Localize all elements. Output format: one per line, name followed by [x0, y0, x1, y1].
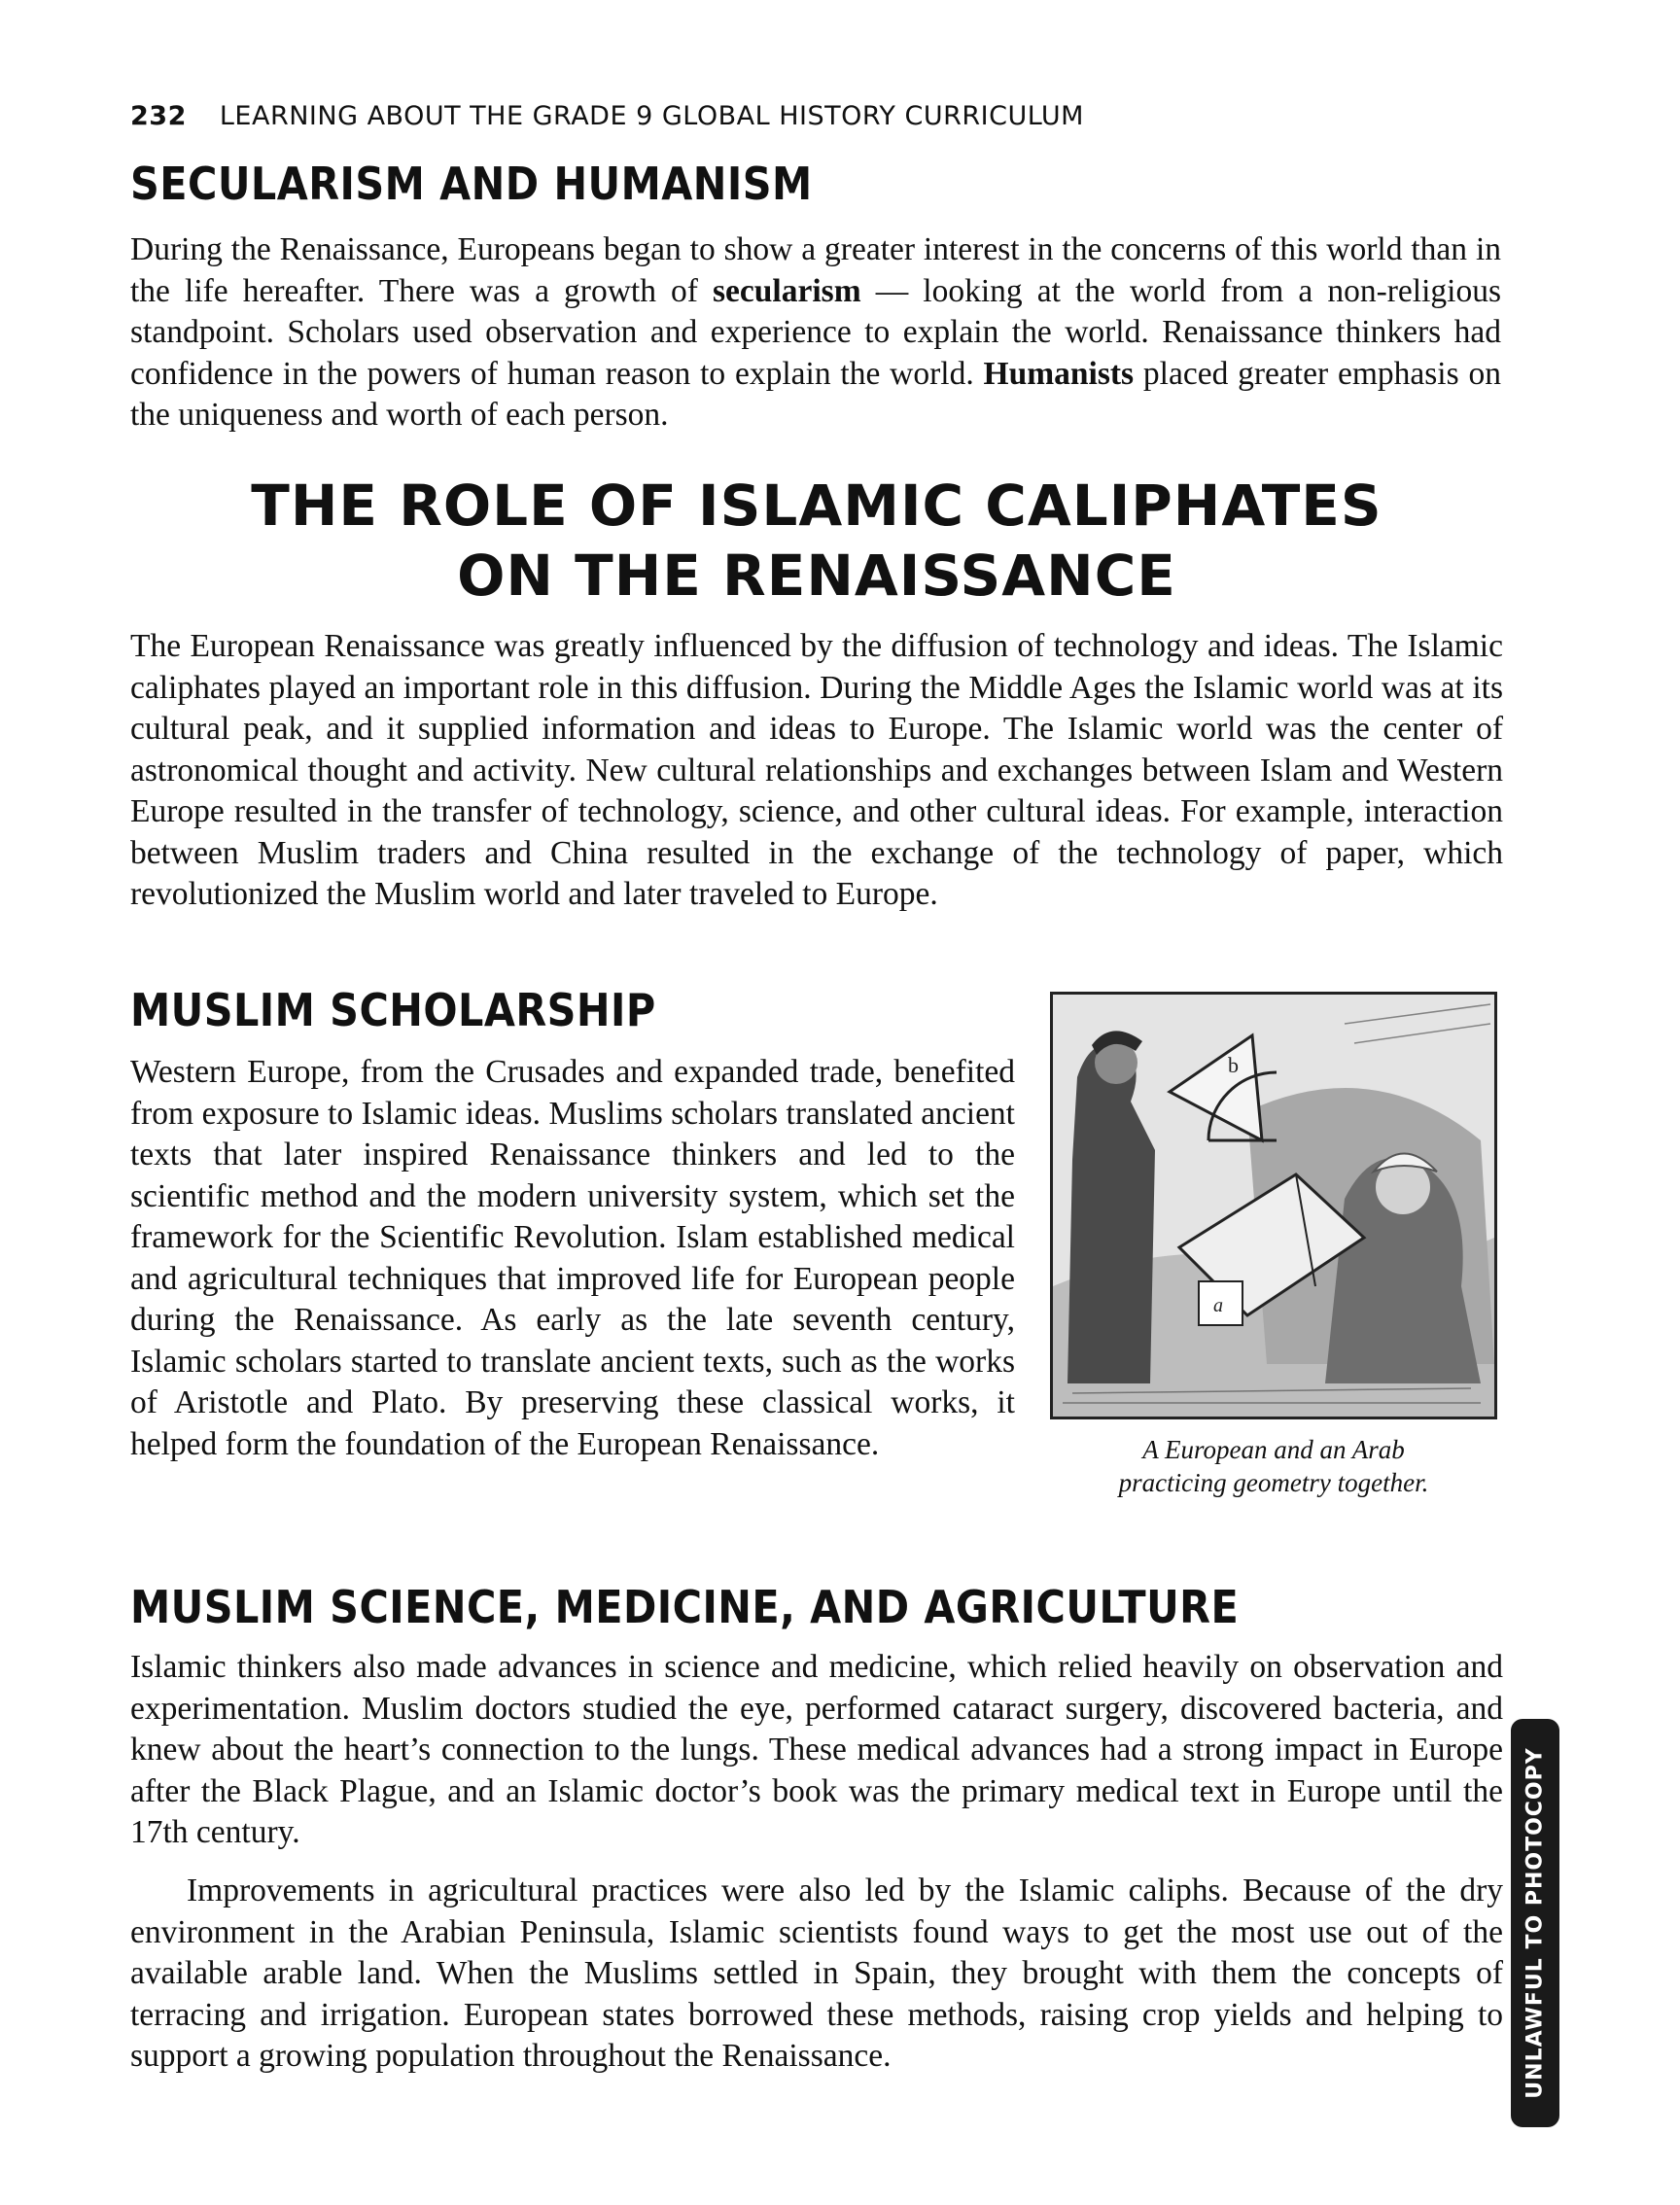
- page-number: 232: [130, 101, 187, 131]
- figure-caption: [1032, 1433, 1515, 1499]
- paragraph-science-2: Improvements in agricultural practices were also led by the Islamic caliphs. Because of the dry environment in the Arabian Peninsula, Islamic scientists found ways to get the most use out of the available arable land. When the Muslims settled in Spain, they brought with them the concepts of terracing and irrigation. European states borrowed these methods, raising crop yields and helping to support a growing population throughout the Renaissance.: [130, 1872, 1503, 2074]
- text-run: — looking at the world from a non-religious standpoint. Scholars used observation and experience to explain the world. Renaissance thinkers had confidence in the powers of human reason to explain the world.: [130, 272, 1501, 392]
- paragraph-caliphates: The European Renaissance was greatly influenced by the diffusion of technology and ideas. The Islamic caliphates played an important role in this diffusion. During the Middle Ages the Islamic world was at its cultural peak, and it supplied information and ideas to Europe. The Islamic world was the center of astronomical thought and activity. New cultural relationships and exchanges between Islam and Western Europe resulted in the transfer of technology, science, and other cultural ideas. For example, interaction between Muslim traders and China resulted in the exchange of the technology of paper, which revolutionized the Muslim world and later traveled to Europe.: [130, 628, 1503, 912]
- paragraph-science-1: Islamic thinkers also made advances in science and medicine, which relied heavily on observation and experimentation. Muslim doctors studied the eye, performed cataract surgery, discovered bacteria, and knew about the heart’s connection to the lungs. These medical advances had a strong impact in Europe after the Black Plague, and an Islamic doctor’s book was the primary medical text in Europe until the 17th century.: [130, 1649, 1503, 1850]
- heading-line: ON THE RENAISSANCE: [457, 542, 1176, 609]
- heading-muslim-scholarship: MUSLIM SCHOLARSHIP: [130, 984, 656, 1036]
- text-run: placed greater emphasis on the uniqueness and worth of each person.: [130, 355, 1501, 433]
- paragraph-secularism: [130, 229, 1501, 437]
- geometry-scene-image: [1053, 995, 1494, 1417]
- woodcut-illustration: [1050, 992, 1497, 1419]
- paragraph-scholarship: Western Europe, from the Crusades and expanded trade, benefited from exposure to Islamic ideas. Muslims scholars translated ancient texts that later inspired Renaissance thinkers and led to the scientific method and the modern university system, which set the framework for the Scientific Revolution. Islam established medical and agricultural techniques that improved life for European people during the Renaissance. As early as the late seventh century, Islamic scholars started to translate ancient texts, such as the works of Aristotle and Plato. By preserving these classical works, it helped form the foundation of the European Renaissance.: [130, 1054, 1015, 1462]
- term-humanists: Humanists: [983, 355, 1135, 392]
- side-tab-label: UNLAWFUL TO PHOTOCOPY: [1522, 1747, 1548, 2099]
- heading-science-medicine-agriculture: MUSLIM SCIENCE, MEDICINE, AND AGRICULTURE: [130, 1581, 1240, 1633]
- caption-line: A European and an Arab: [1142, 1435, 1405, 1464]
- term-secularism: secularism: [713, 272, 861, 309]
- heading-secularism: SECULARISM AND HUMANISM: [130, 158, 813, 210]
- running-head-title: LEARNING ABOUT THE GRADE 9 GLOBAL HISTORY CURRICULUM: [219, 101, 1084, 131]
- diagram-label-a: a: [1213, 1295, 1223, 1316]
- heading-islamic-caliphates: [130, 471, 1503, 611]
- text-run: During the Renaissance, Europeans began to show a greater interest in the concerns of this world than in the life hereafter. There was a growth of: [130, 231, 1501, 309]
- diagram-label-b: b: [1228, 1053, 1239, 1077]
- heading-line: THE ROLE OF ISLAMIC CALIPHATES: [251, 472, 1382, 539]
- running-head: [130, 101, 1084, 131]
- caption-line: practicing geometry together.: [1118, 1468, 1429, 1497]
- copyright-side-tab: [1511, 1719, 1559, 2127]
